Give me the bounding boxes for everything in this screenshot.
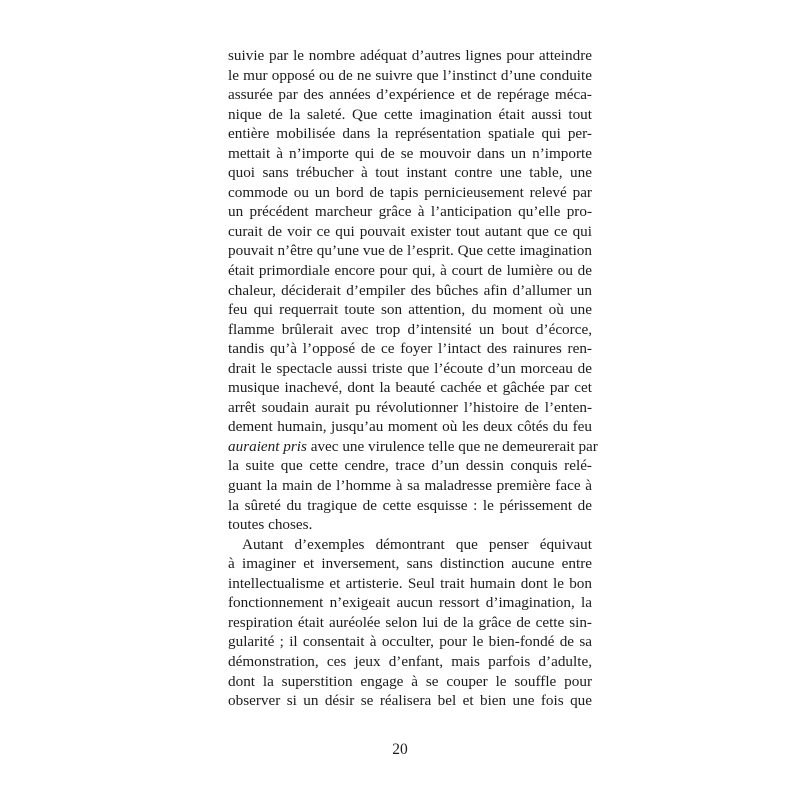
text-line: feu qui requerrait toute son attention, du moment où une [228,301,592,319]
text-line: pouvait n’être qu’une vue de l’esprit. Que cette imagination [228,242,592,260]
text-line: intellectualisme et artisterie. Seul trait humain dont le bon [228,574,592,592]
text-line: assurée par des années d’expérience et de repérage méca- [228,86,592,104]
text-line: dont la superstition engage à se couper le souffle pour [228,672,592,690]
text-line: nique de la saleté. Que cette imagination était aussi tout [228,105,592,123]
text-segment: avec une virulence telle que ne demeurerait par [306,437,598,455]
text-line: tandis qu’à l’opposé de ce foyer l’intact des rainures ren- [228,340,592,358]
text-line: chaleur, déciderait d’empiler des bûches afin d’allumer un [228,281,592,299]
text-line: démonstration, ces jeux d’enfant, mais parfois d’adulte, [228,652,592,670]
text-line: un précédent marcheur grâce à l’anticipation qu’elle pro- [228,203,592,221]
text-line: entière mobilisée dans la représentation spatiale qui per- [228,125,592,143]
text-line: la sûreté du tragique de cette esquisse : le périssement de [228,496,592,514]
text-line-with-italic [228,437,598,457]
text-line: mettait à n’importe qui de se mouvoir dans un n’importe [228,144,592,162]
paragraph-1 [228,46,598,535]
text-line: suivie par le nombre adéquat d’autres lignes pour atteindre [228,47,592,64]
text-line: le mur opposé ou de ne suivre que l’instinct d’une conduite [228,66,592,84]
italic-phrase: auraient pris [228,437,307,455]
page-number: 20 [392,741,408,758]
text-line: musique inachevé, dont la beauté cachée et gâchée par cet [228,379,592,397]
text-line: était primordiale encore pour qui, à court de lumière ou de [228,262,592,280]
text-line: fonctionnement n’exigeait aucun ressort d’imagination, la [228,594,592,612]
text-line: à imaginer et inversement, sans distinction aucune entre [228,555,592,573]
text-line: curait de voir ce qui pouvait exister tout autant que ce qui [228,222,592,240]
text-line: observer si un désir se réalisera bel et bien une fois que [228,692,592,710]
paragraph-2 [228,535,592,711]
text-line: guant la main de l’homme à sa maladresse première face à [228,477,592,495]
text-line: commode ou un bord de tapis pernicieusement relevé par [228,183,592,201]
text-line: gularité ; il consentait à occulter, pour le bien-fondé de sa [228,633,592,651]
body-text [228,46,598,711]
text-line: arrêt soudain aurait pu révolutionner l’histoire de l’enten- [228,398,592,416]
text-line: flamme brûlerait avec trop d’intensité un bout d’écorce, [228,320,592,338]
text-line: toutes choses. [228,516,313,534]
text-line: drait le spectacle aussi triste que l’écoute d’un morceau de [228,359,592,377]
text-line: la suite que cette cendre, trace d’un dessin conquis relé- [228,457,592,475]
text-line: quoi sans trébucher à tout instant contre une table, une [228,164,592,182]
text-line: dement humain, jusqu’au moment où les deux côtés du feu [228,418,592,436]
text-line: respiration était auréolée selon lui de la grâce de cette sin- [228,613,592,631]
text-line: Autant d’exemples démontrant que penser équivaut [242,535,592,553]
